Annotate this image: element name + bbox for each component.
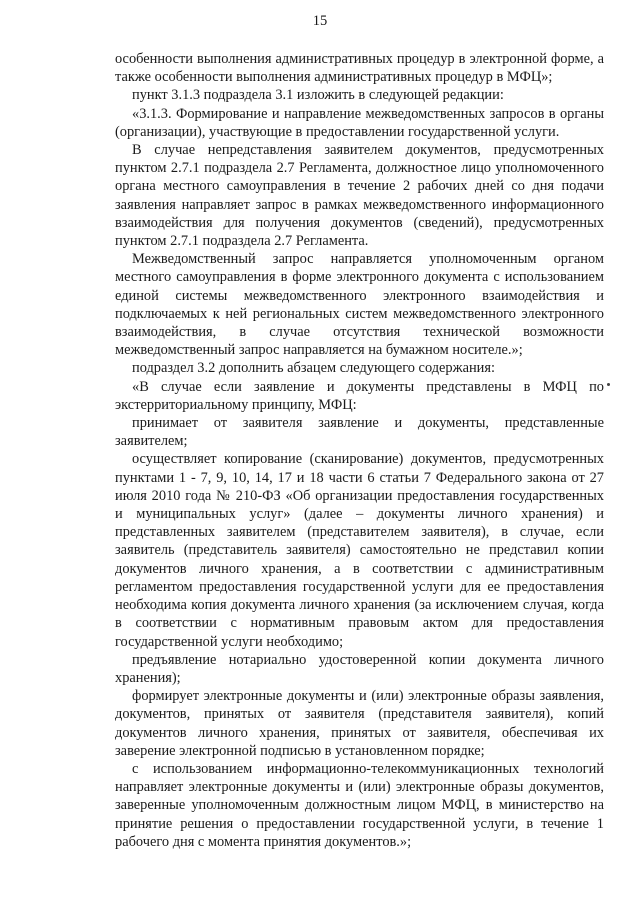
paragraph-procedures-continuation: особенности выполнения административных процедур в электронной форме, а также особенности выполнения административных процедур в МФЦ»;: [115, 51, 604, 86]
paragraph-forms-electronic-docs: формирует электронные документы и (или) электронные образы заявления, документов, принятых от заявителя (представителя заявителя), копий документов личного хранения, принятых от заявителя, обеспечивая их заверение электронной подписью в установленном порядке;: [115, 688, 604, 759]
paragraph-accepts-application: принимает от заявителя заявление и документы, представленные заявителем;: [115, 415, 604, 450]
paragraph-notarized-copy: предъявление нотариально удостоверенной копии документа личного хранения);: [115, 651, 604, 686]
page-number: 15: [312, 13, 328, 29]
paragraph-extraterritorial: «В случае если заявление и документы представлены в МФЦ по экстерриториальному принципу, МФЦ:: [115, 378, 604, 413]
paragraph-interagency-request: Межведомственный запрос направляется уполномоченным органом местного самоуправления в форме электронного документа с использованием единой системы межведомственного электронного взаимодействия и подключаемых к ней региональных систем межведомственного электронного взаимодействия, в случае отсутствия технической возможности межведомственный запрос направляется на бумажном носителе.»;: [115, 251, 604, 359]
scan-speck: [607, 383, 610, 386]
paragraph-amend-3-1-3: пункт 3.1.3 подраздела 3.1 изложить в следующей редакции:: [132, 87, 504, 104]
paragraph-amend-3-2: подраздел 3.2 дополнить абзацем следующего содержания:: [132, 360, 495, 377]
document-body: [115, 50, 604, 851]
paragraph-section-3-1-3: «3.1.3. Формирование и направление межведомственных запросов в органы (организации), участвующие в предоставлении государственной услуги.: [115, 105, 604, 140]
paragraph-non-submission: В случае непредставления заявителем документов, предусмотренных пунктом 2.7.1 подраздела 2.7 Регламента, должностное лицо уполномоченного органа местного самоуправления в течение 2 рабочих дней со дня подачи заявления направляет запрос в рамках межведомственного информационного взаимодействия для получения документов (сведений), предусмотренных пунктом 2.7.1 подраздела 2.7 Регламента.: [115, 142, 604, 250]
paragraph-copying-documents: осуществляет копирование (сканирование) документов, предусмотренных пунктами 1 - 7, 9, 10, 14, 17 и 18 части 6 статьи 7 Федерального закона от 27 июля 2010 года № 210-ФЗ «Об организации предоставления государственных и муниципальных услуг» (далее – документы личного хранения) и представленных заявителем (представителем заявителя), в случае, если заявитель (представитель заявителя) самостоятельно не представил копии документов личного хранения, а в соответствии с административным регламентом предоставления государственной услуги для ее предоставления необходима копия документа личного хранения (за исключением случая, когда в соответствии с нормативным правовым актом для предоставления государственной услуги необходимо;: [115, 451, 604, 650]
paragraph-sends-to-ministry: с использованием информационно-телекоммуникационных технологий направляет электронные документы и (или) электронные образы документов, заверенные уполномоченным должностным лицом МФЦ, в министерство на принятие решения о предоставлении государственной услуги, в течение 1 рабочего дня с момента принятия документов.»;: [115, 760, 604, 850]
